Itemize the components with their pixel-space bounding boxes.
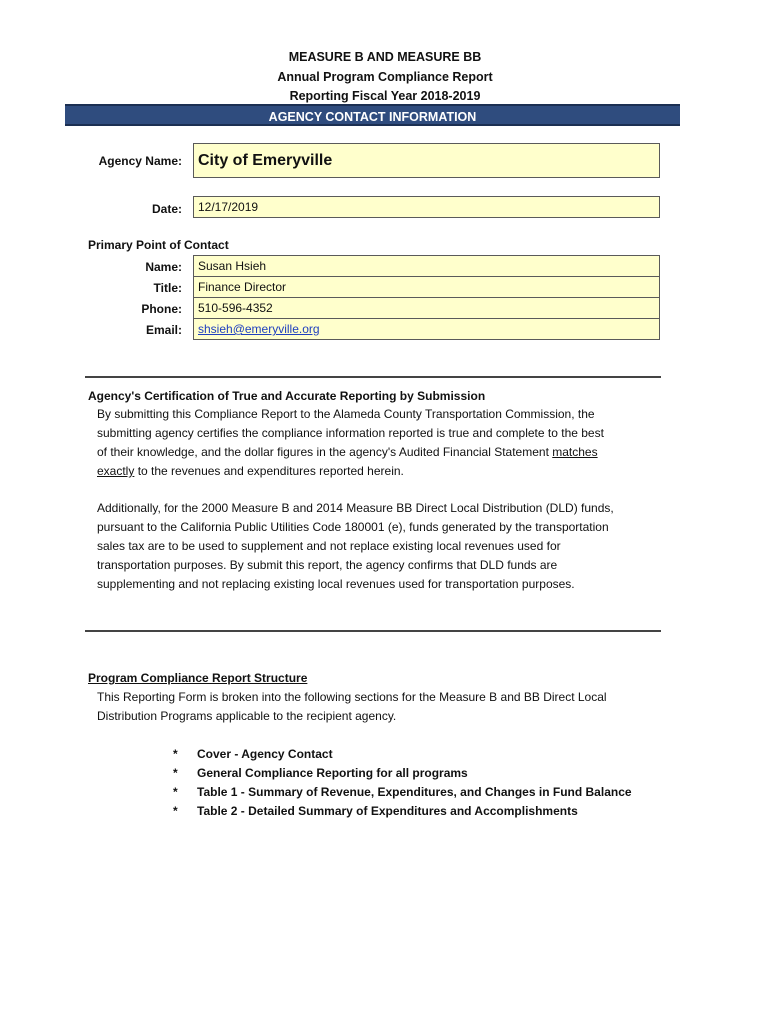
agency-contact-banner: AGENCY CONTACT INFORMATION	[65, 104, 680, 126]
certification-paragraph-1: By submitting this Compliance Report to the Alameda County Transportation Commission, the submitting agency certifies the compliance information reported is true and complete to the best of their knowledge, and the dollar figures in the agency's Audited Financial Statement matches exactly to the revenues and expenditures reported herein.	[97, 407, 604, 478]
date-field[interactable]: 12/17/2019	[193, 196, 660, 218]
list-item: * Cover - Agency Contact	[173, 747, 333, 761]
contact-email-field[interactable]	[193, 318, 660, 340]
agency-name-label: Agency Name:	[98, 154, 182, 168]
structure-heading: Program Compliance Report Structure	[88, 671, 308, 685]
email-link[interactable]: shsieh@emeryville.org	[198, 322, 320, 336]
certification-paragraph-2: Additionally, for the 2000 Measure B and 2014 Measure BB Direct Local Distribution (DLD) funds, pursuant to the California Public Utilities Code 180001 (e), funds generated by the transportation sales tax are to be used to supplement and not replace existing local revenues used for transportation purposes. By submit this report, the agency confirms that DLD funds are supplementing and not replacing existing local revenues used for transportation purposes.	[97, 501, 614, 591]
divider-1	[85, 376, 661, 378]
report-title-2: Annual Program Compliance Report	[277, 70, 493, 84]
contact-title-field[interactable]: Finance Director	[193, 276, 660, 298]
contact-email-label: Email:	[145, 323, 182, 337]
contact-phone-label: Phone:	[141, 302, 182, 316]
primary-contact-heading: Primary Point of Contact	[88, 238, 229, 252]
certification-heading: Agency's Certification of True and Accurate Reporting by Submission	[88, 389, 486, 403]
divider-2	[85, 630, 661, 632]
report-title-3: Reporting Fiscal Year 2018-2019	[289, 89, 481, 103]
agency-name-field[interactable]: City of Emeryville	[193, 143, 660, 178]
report-title-1: MEASURE B AND MEASURE BB	[288, 50, 482, 64]
list-item: * Table 2 - Detailed Summary of Expenditures and Accomplishments	[173, 804, 578, 818]
contact-name-label: Name:	[145, 260, 182, 274]
structure-list	[173, 745, 673, 821]
contact-name-field[interactable]: Susan Hsieh	[193, 255, 660, 277]
list-item: * General Compliance Reporting for all programs	[173, 766, 468, 780]
structure-intro: This Reporting Form is broken into the following sections for the Measure B and BB Direct Local Distribution Programs applicable to the recipient agency.	[97, 690, 607, 723]
list-item: * Table 1 - Summary of Revenue, Expenditures, and Changes in Fund Balance	[173, 785, 632, 799]
contact-phone-field[interactable]: 510-596-4352	[193, 297, 660, 319]
date-label: Date:	[151, 202, 182, 216]
contact-title-label: Title:	[153, 281, 182, 295]
